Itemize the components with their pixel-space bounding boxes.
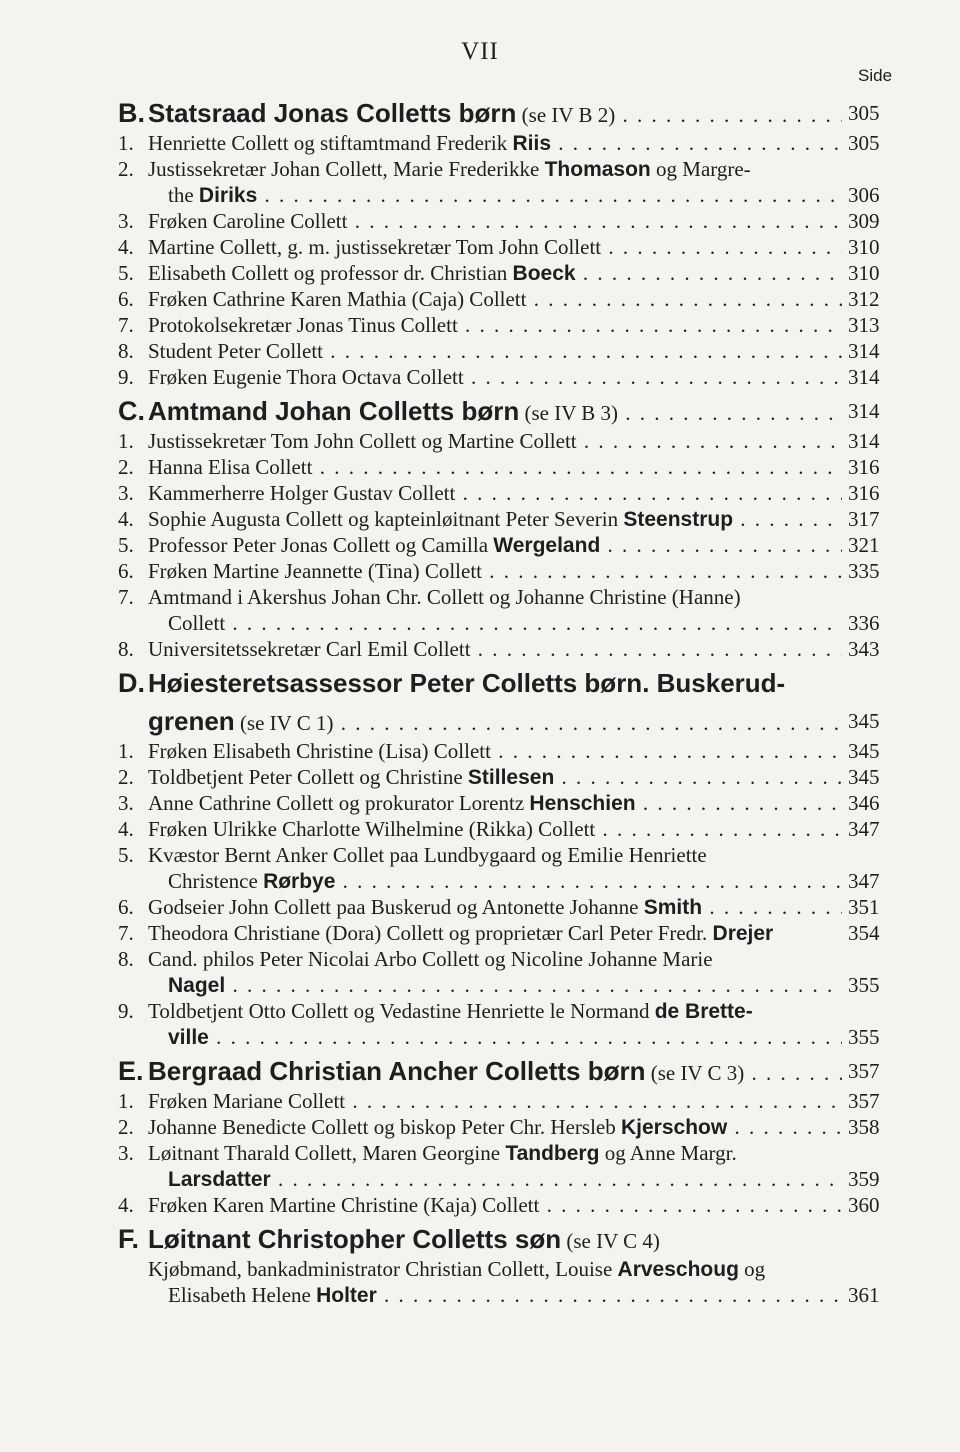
page-ref: 357 bbox=[848, 1089, 880, 1113]
entry-text bbox=[148, 506, 842, 533]
toc-entry bbox=[0, 1114, 960, 1140]
entry-surname: Thomason bbox=[544, 158, 651, 181]
entry-text bbox=[148, 790, 842, 817]
entry-text bbox=[168, 1024, 842, 1051]
toc-entry bbox=[0, 1088, 960, 1114]
entry-text bbox=[148, 1192, 842, 1218]
entry-tail: og bbox=[738, 1257, 766, 1281]
entry-names: Amtmand i Akershus Johan Chr. Collett og Johanne Christine (Hanne) bbox=[148, 585, 741, 609]
toc-entry bbox=[0, 182, 960, 208]
page-ref: 317 bbox=[848, 507, 880, 531]
entry-names: Toldbetjent Otto Collett og Vedastine Henriette le Normand bbox=[148, 999, 655, 1023]
entry-surname: Wergeland bbox=[493, 534, 601, 557]
entry-number: 6. bbox=[118, 895, 134, 919]
entry-text bbox=[168, 868, 842, 895]
entry-text bbox=[148, 286, 842, 312]
entry-number: 5. bbox=[118, 261, 134, 285]
entry-text bbox=[148, 1088, 842, 1114]
toc-entry bbox=[0, 286, 960, 312]
entry-surname: Boeck bbox=[512, 262, 576, 285]
entry-number: 8. bbox=[118, 637, 134, 661]
entry-text bbox=[148, 156, 842, 183]
page-column-label: Side bbox=[858, 66, 893, 85]
page-ref: 345 bbox=[848, 765, 880, 789]
toc-entry bbox=[0, 1256, 960, 1282]
entry-text bbox=[148, 96, 842, 132]
entry-text bbox=[148, 234, 842, 260]
entry-number: 7. bbox=[118, 921, 134, 945]
section-heading bbox=[0, 1222, 960, 1256]
toc-entry bbox=[0, 558, 960, 584]
entry-surname: Larsdatter bbox=[168, 1168, 271, 1191]
page-ref: 358 bbox=[848, 1115, 880, 1139]
entry-names: Frøken Caroline Collett bbox=[148, 209, 348, 233]
toc-entry bbox=[0, 260, 960, 286]
entry-names: Student Peter Collett bbox=[148, 339, 323, 363]
entry-text bbox=[148, 842, 842, 868]
page-ref: 316 bbox=[848, 455, 880, 479]
entry-names: Frøken Karen Martine Christine (Kaja) Collett bbox=[148, 1193, 540, 1217]
toc-entry bbox=[0, 998, 960, 1024]
page-ref: 347 bbox=[848, 869, 880, 893]
entry-number: 1. bbox=[118, 429, 134, 453]
entry-text bbox=[148, 1054, 842, 1090]
page-ref: 357 bbox=[848, 1059, 880, 1083]
entry-text bbox=[148, 636, 842, 662]
entry-names: Henriette Collett og stiftamtmand Frederik bbox=[148, 131, 513, 155]
toc-entry bbox=[0, 234, 960, 260]
section-title: Bergraad Christian Ancher Colletts børn bbox=[148, 1056, 646, 1086]
toc-entry bbox=[0, 312, 960, 338]
entry-surname: Drejer bbox=[712, 922, 774, 945]
page-ref: 347 bbox=[848, 817, 880, 841]
entry-number: 2. bbox=[118, 455, 134, 479]
section-letter: D. bbox=[118, 668, 145, 698]
entry-number: 2. bbox=[118, 157, 134, 181]
entry-text bbox=[148, 764, 842, 791]
entry-tail: og Anne Margr. bbox=[599, 1141, 737, 1165]
entry-names: Martine Collett, g. m. justissekretær Tom John Collett bbox=[148, 235, 602, 259]
entry-number: 2. bbox=[118, 765, 134, 789]
entry-surname: Nagel bbox=[168, 974, 226, 997]
page-ref: 305 bbox=[848, 131, 880, 155]
entry-names: Toldbetjent Peter Collett og Christine bbox=[148, 765, 468, 789]
entry-names: Johanne Benedicte Collett og biskop Peter Chr. Hersleb bbox=[148, 1115, 621, 1139]
section-reference: (se IV B 3) bbox=[519, 401, 619, 425]
entry-number: 6. bbox=[118, 559, 134, 583]
section-letter: B. bbox=[118, 98, 145, 128]
entry-surname: ville bbox=[168, 1026, 209, 1049]
entry-number: 1. bbox=[118, 131, 134, 155]
entry-names: the bbox=[168, 183, 199, 207]
entry-number: 8. bbox=[118, 947, 134, 971]
entry-text bbox=[148, 532, 842, 559]
toc-entry bbox=[0, 764, 960, 790]
entry-text bbox=[148, 130, 842, 157]
entry-text bbox=[148, 894, 842, 921]
entry-text bbox=[148, 454, 842, 480]
entry-surname: Rørbye bbox=[263, 870, 336, 893]
entry-text bbox=[168, 1166, 842, 1193]
section-title: Amtmand Johan Colletts børn bbox=[148, 396, 520, 426]
entry-number: 5. bbox=[118, 843, 134, 867]
entry-text bbox=[148, 312, 842, 338]
entry-number: 3. bbox=[118, 209, 134, 233]
page-ref: 314 bbox=[848, 399, 880, 423]
entry-text bbox=[148, 704, 842, 740]
entry-text bbox=[148, 394, 842, 430]
section-letter: F. bbox=[118, 1224, 140, 1254]
entry-text bbox=[148, 1256, 842, 1283]
entry-text bbox=[148, 558, 842, 584]
entry-names: Theodora Christiane (Dora) Collett og proprietær Carl Peter Fredr. bbox=[148, 921, 713, 945]
page-ref: 359 bbox=[848, 1167, 880, 1191]
entry-number: 4. bbox=[118, 1193, 134, 1217]
toc-entry bbox=[0, 868, 960, 894]
entry-names: Professor Peter Jonas Collett og Camilla bbox=[148, 533, 494, 557]
entry-number: 3. bbox=[118, 1141, 134, 1165]
page-ref: 336 bbox=[848, 611, 880, 635]
page-ref: 360 bbox=[848, 1193, 880, 1217]
entry-surname: Tandberg bbox=[505, 1142, 600, 1165]
page-ref: 306 bbox=[848, 183, 880, 207]
page-ref: 355 bbox=[848, 1025, 880, 1049]
entry-surname: Smith bbox=[643, 896, 703, 919]
entry-names: Cand. philos Peter Nicolai Arbo Collett og Nicoline Johanne Marie bbox=[148, 947, 713, 971]
entry-surname: Riis bbox=[512, 132, 552, 155]
entry-surname: Diriks bbox=[198, 184, 258, 207]
section-title: grenen bbox=[148, 706, 235, 736]
entry-text bbox=[148, 920, 842, 947]
section-heading bbox=[0, 704, 960, 738]
entry-number: 9. bbox=[118, 365, 134, 389]
entry-number: 1. bbox=[118, 739, 134, 763]
toc-entry bbox=[0, 1140, 960, 1166]
toc-entry bbox=[0, 1024, 960, 1050]
toc-entry bbox=[0, 1166, 960, 1192]
entry-names: Justissekretær Tom John Collett og Martine Collett bbox=[148, 429, 577, 453]
entry-text bbox=[148, 364, 842, 390]
section-title: Løitnant Christopher Colletts søn bbox=[148, 1224, 562, 1254]
entry-surname: de Brette- bbox=[654, 1000, 753, 1023]
page-ref: 346 bbox=[848, 791, 880, 815]
entry-surname: Stillesen bbox=[467, 766, 555, 789]
toc-entry bbox=[0, 130, 960, 156]
entry-names: Universitetssekretær Carl Emil Collett bbox=[148, 637, 471, 661]
entry-number: 7. bbox=[118, 313, 134, 337]
entry-number: 1. bbox=[118, 1089, 134, 1113]
entry-names: Frøken Cathrine Karen Mathia (Caja) Collett bbox=[148, 287, 527, 311]
page-ref: 313 bbox=[848, 313, 880, 337]
entry-names: Frøken Ulrikke Charlotte Wilhelmine (Rikka) Collett bbox=[148, 817, 596, 841]
entry-number: 4. bbox=[118, 507, 134, 531]
page-ref: 361 bbox=[848, 1283, 880, 1307]
entry-number: 8. bbox=[118, 339, 134, 363]
entry-text bbox=[148, 480, 842, 506]
entry-surname: Henschien bbox=[529, 792, 636, 815]
toc-entry bbox=[0, 480, 960, 506]
page-ref: 316 bbox=[848, 481, 880, 505]
entry-text bbox=[148, 1114, 842, 1141]
toc-entry bbox=[0, 208, 960, 234]
entry-number: 5. bbox=[118, 533, 134, 557]
entry-number: 4. bbox=[118, 817, 134, 841]
entry-names: Collett bbox=[168, 611, 226, 635]
toc-entry bbox=[0, 338, 960, 364]
page-ref: 314 bbox=[848, 429, 880, 453]
entry-text bbox=[148, 208, 842, 234]
entry-names: Løitnant Tharald Collett, Maren Georgine bbox=[148, 1141, 506, 1165]
table-of-contents bbox=[0, 92, 960, 1308]
entry-text bbox=[148, 946, 842, 972]
entry-number: 3. bbox=[118, 791, 134, 815]
entry-number: 9. bbox=[118, 999, 134, 1023]
section-reference: (se IV C 3) bbox=[645, 1061, 745, 1085]
page-ref: 309 bbox=[848, 209, 880, 233]
entry-number: 7. bbox=[118, 585, 134, 609]
toc-entry bbox=[0, 972, 960, 998]
toc-entry bbox=[0, 428, 960, 454]
entry-names: Kammerherre Holger Gustav Collett bbox=[148, 481, 456, 505]
entry-text bbox=[148, 584, 842, 610]
toc-entry bbox=[0, 506, 960, 532]
entry-names: Protokolsekretær Jonas Tinus Collett bbox=[148, 313, 458, 337]
entry-text bbox=[148, 666, 842, 702]
toc-entry bbox=[0, 636, 960, 662]
entry-names: Elisabeth Helene bbox=[168, 1283, 317, 1307]
entry-surname: Holter bbox=[316, 1284, 377, 1307]
entry-text bbox=[148, 1222, 842, 1258]
section-title: Høiesteretsassessor Peter Colletts børn. Buskerud- bbox=[148, 668, 786, 698]
toc-entry bbox=[0, 1282, 960, 1308]
entry-text bbox=[168, 972, 842, 999]
page-ref: 314 bbox=[848, 339, 880, 363]
page-ref: 314 bbox=[848, 365, 880, 389]
entry-text bbox=[148, 260, 842, 287]
page-ref: 335 bbox=[848, 559, 880, 583]
entry-tail: og Margre- bbox=[650, 157, 751, 181]
entry-names: Christence bbox=[168, 869, 264, 893]
entry-names: Justissekretær Johan Collett, Marie Frederikke bbox=[148, 157, 545, 181]
section-heading bbox=[0, 394, 960, 428]
entry-number: 4. bbox=[118, 235, 134, 259]
entry-text bbox=[168, 1282, 842, 1309]
entry-names: Frøken Elisabeth Christine (Lisa) Collett bbox=[148, 739, 491, 763]
entry-number: 3. bbox=[118, 481, 134, 505]
entry-surname: Kjerschow bbox=[621, 1116, 728, 1139]
toc-entry bbox=[0, 454, 960, 480]
entry-text bbox=[148, 816, 842, 842]
section-reference: (se IV C 1) bbox=[234, 711, 334, 735]
toc-entry bbox=[0, 156, 960, 182]
page-ref: 310 bbox=[848, 235, 880, 259]
page-ref: 355 bbox=[848, 973, 880, 997]
entry-text bbox=[148, 1140, 842, 1167]
entry-text bbox=[148, 738, 842, 764]
toc-entry bbox=[0, 584, 960, 610]
page-ref: 305 bbox=[848, 101, 880, 125]
page-ref: 351 bbox=[848, 895, 880, 919]
entry-names: Hanna Elisa Collett bbox=[148, 455, 313, 479]
entry-names: Kvæstor Bernt Anker Collet paa Lundbygaard og Emilie Henriette bbox=[148, 843, 707, 867]
section-letter: C. bbox=[118, 396, 145, 426]
toc-entry bbox=[0, 946, 960, 972]
toc-entry bbox=[0, 532, 960, 558]
entry-surname: Steenstrup bbox=[623, 508, 734, 531]
entry-names: Sophie Augusta Collett og kapteinløitnant Peter Severin bbox=[148, 507, 624, 531]
page-ref: 345 bbox=[848, 709, 880, 733]
section-heading bbox=[0, 666, 960, 700]
toc-entry bbox=[0, 610, 960, 636]
toc-entry bbox=[0, 1192, 960, 1218]
toc-entry bbox=[0, 790, 960, 816]
entry-names: Kjøbmand, bankadministrator Christian Collett, Louise bbox=[148, 1257, 618, 1281]
entry-names: Anne Cathrine Collett og prokurator Lorentz bbox=[148, 791, 530, 815]
section-heading bbox=[0, 96, 960, 130]
page-number: VII bbox=[461, 38, 499, 65]
toc-entry bbox=[0, 738, 960, 764]
toc-entry bbox=[0, 842, 960, 868]
page-ref: 354 bbox=[848, 921, 880, 945]
entry-names: Frøken Eugenie Thora Octava Collett bbox=[148, 365, 464, 389]
section-reference: (se IV C 4) bbox=[561, 1229, 660, 1253]
page-ref: 312 bbox=[848, 287, 880, 311]
entry-names: Elisabeth Collett og professor dr. Christian bbox=[148, 261, 513, 285]
toc-entry bbox=[0, 920, 960, 946]
entry-number: 6. bbox=[118, 287, 134, 311]
entry-number: 2. bbox=[118, 1115, 134, 1139]
entry-text bbox=[168, 610, 842, 636]
page-ref: 310 bbox=[848, 261, 880, 285]
section-reference: (se IV B 2) bbox=[516, 103, 616, 127]
page-ref: 321 bbox=[848, 533, 880, 557]
entry-names: Frøken Martine Jeannette (Tina) Collett bbox=[148, 559, 482, 583]
entry-names: Frøken Mariane Collett bbox=[148, 1089, 346, 1113]
entry-text bbox=[148, 338, 842, 364]
entry-surname: Arveschoug bbox=[617, 1258, 739, 1281]
entry-text bbox=[148, 998, 842, 1025]
section-letter: E. bbox=[118, 1056, 144, 1086]
entry-text bbox=[168, 182, 842, 209]
toc-entry bbox=[0, 816, 960, 842]
page-ref: 345 bbox=[848, 739, 880, 763]
toc-entry bbox=[0, 364, 960, 390]
entry-names: Godseier John Collett paa Buskerud og Antonette Johanne bbox=[148, 895, 644, 919]
entry-text bbox=[148, 428, 842, 454]
section-heading bbox=[0, 1054, 960, 1088]
toc-entry bbox=[0, 894, 960, 920]
page-ref: 343 bbox=[848, 637, 880, 661]
section-title: Statsraad Jonas Colletts børn bbox=[148, 98, 517, 128]
